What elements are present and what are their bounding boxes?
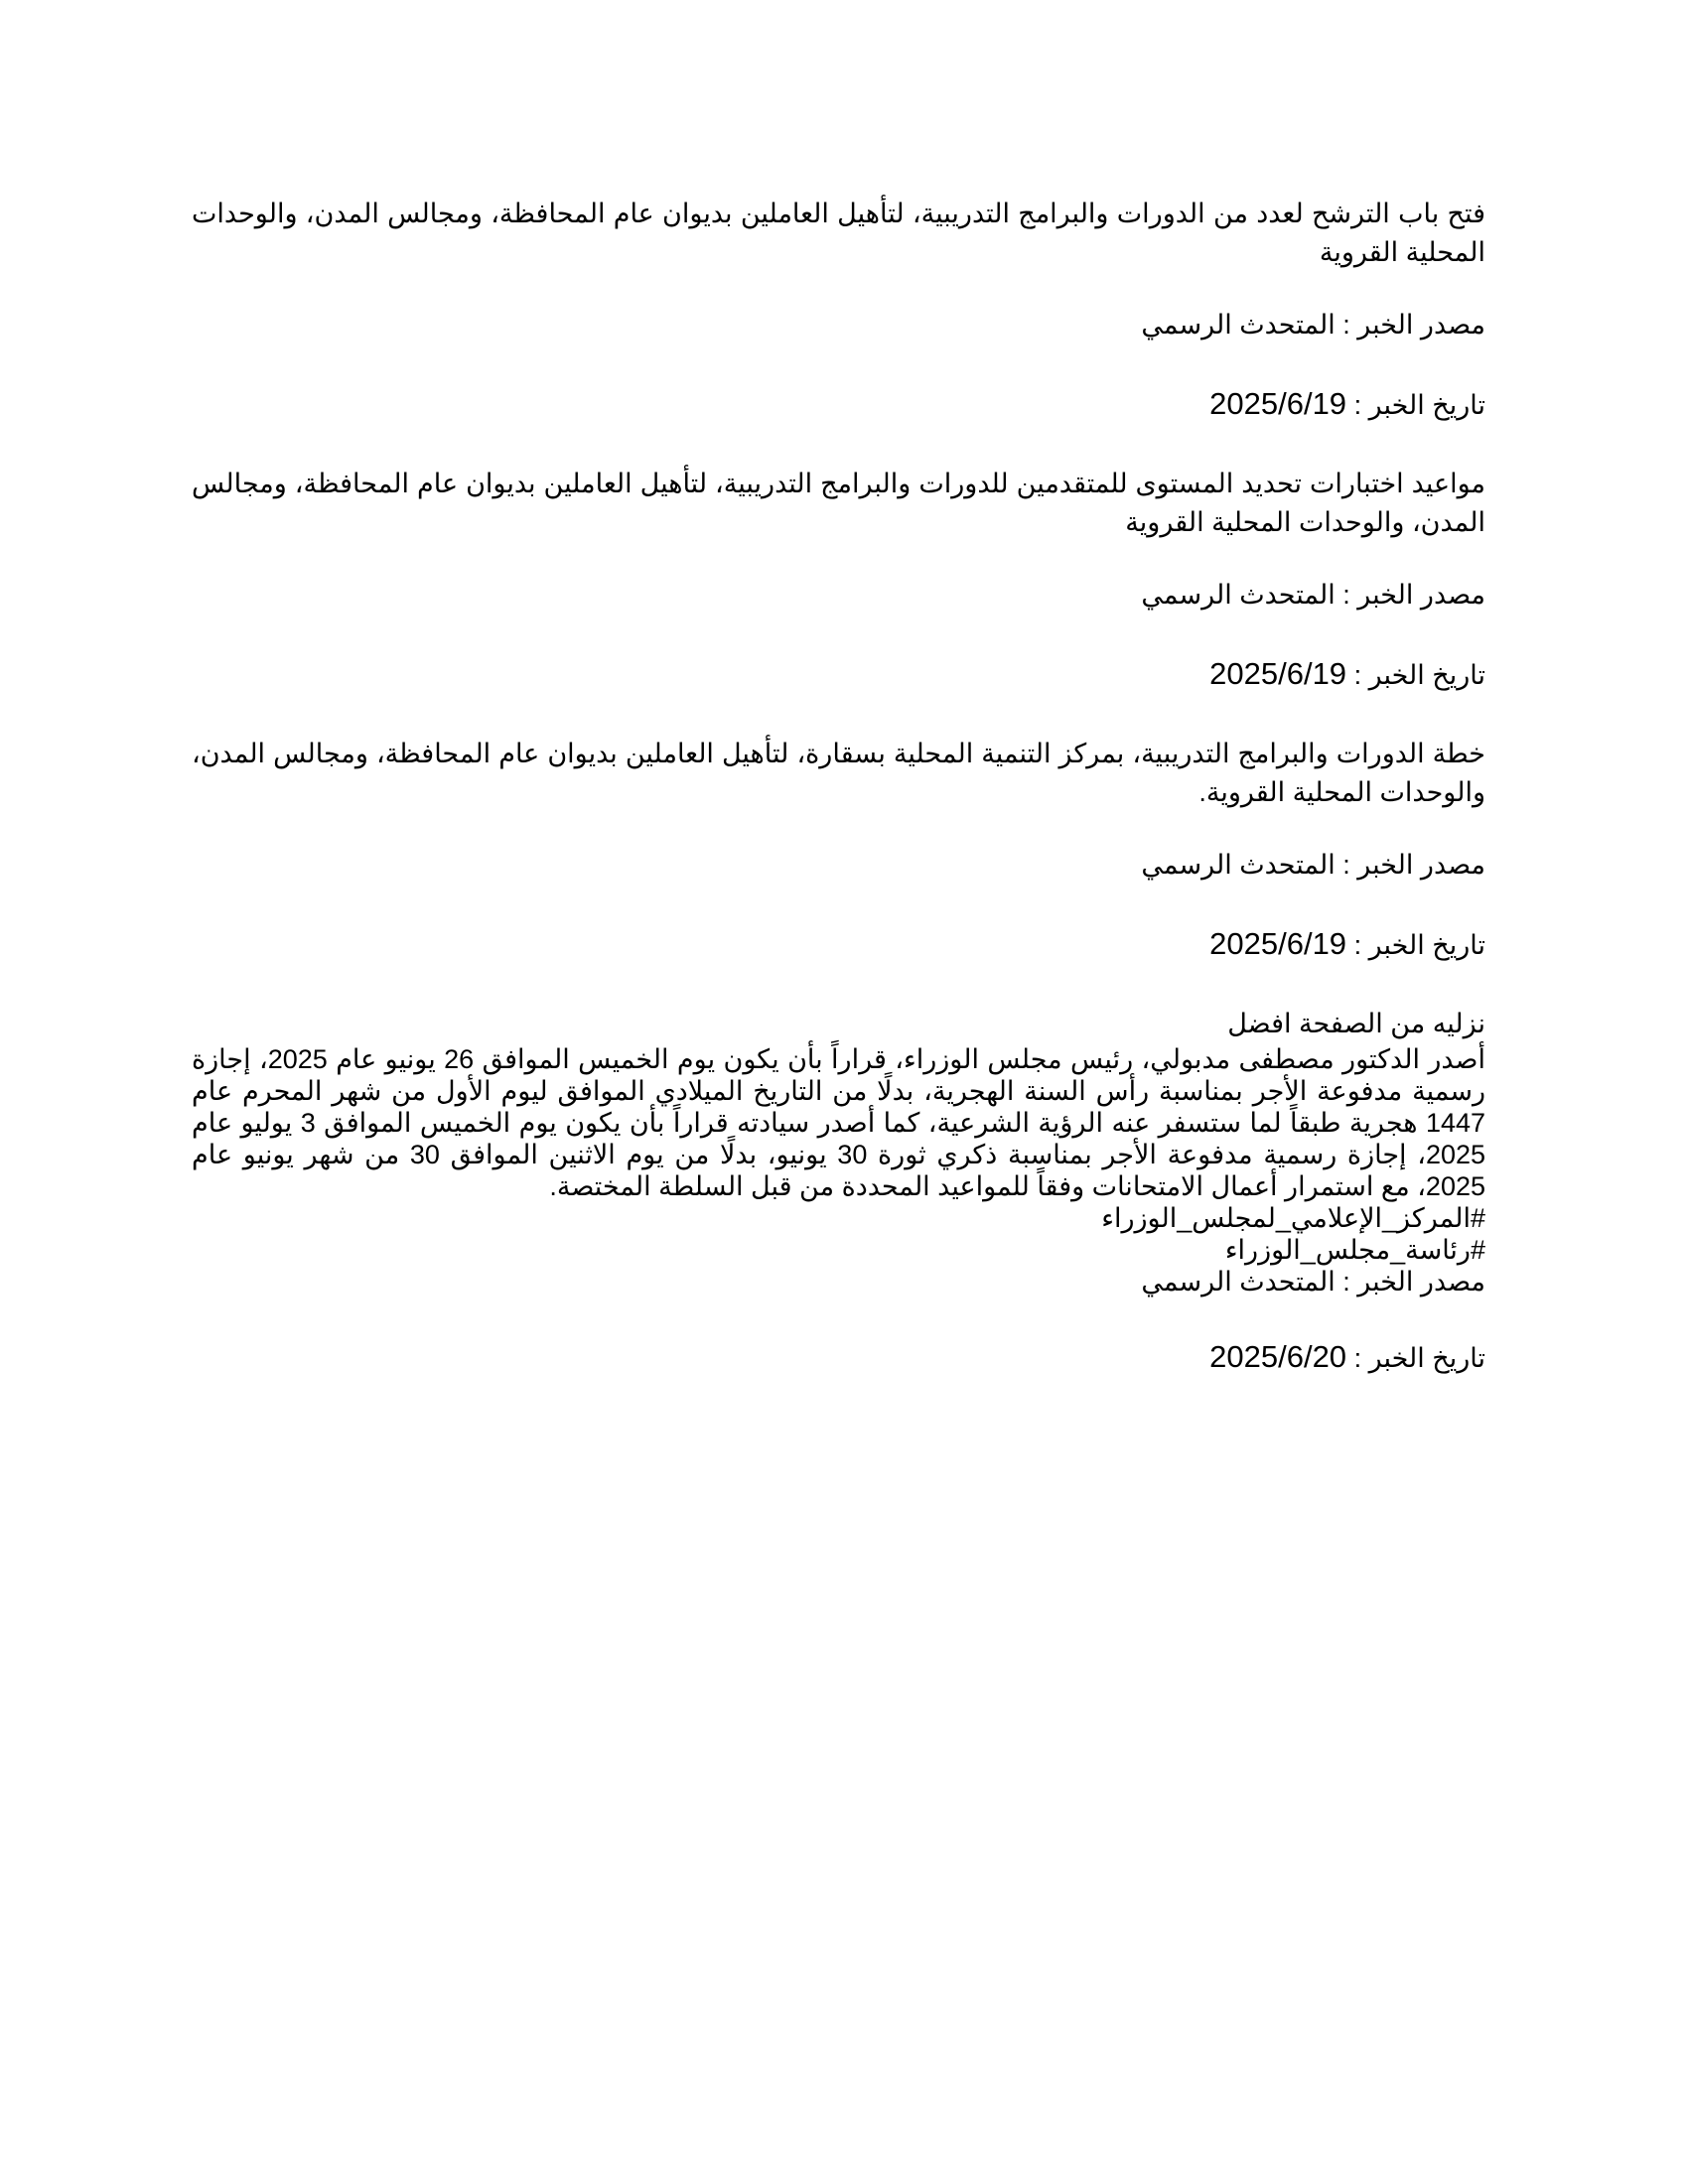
- news-date: [192, 384, 1485, 425]
- news-date-label: تاريخ الخبر :: [1346, 660, 1485, 690]
- news-date: [192, 654, 1485, 695]
- article-date-value: 2025/6/20: [1209, 1339, 1347, 1374]
- news-date-label: تاريخ الخبر :: [1346, 390, 1485, 420]
- news-title: خطة الدورات والبرامج التدريبية، بمركز التنمية المحلية بسقارة، لتأهيل العاملين بديوان عام المحافظة، ومجالس المدن، والوحدات المحلية القروية.: [192, 739, 1485, 807]
- news-title: مواعيد اختبارات تحديد المستوى للمتقدمين للدورات والبرامج التدريبية، لتأهيل العاملين بديوان عام المحافظة، ومجالس المدن، والوحدات المحلية القروية: [192, 469, 1485, 537]
- article-date-label: تاريخ الخبر :: [1346, 1343, 1485, 1373]
- news-title: فتح باب الترشح لعدد من الدورات والبرامج التدريبية، لتأهيل العاملين بديوان عام المحافظة، ومجالس المدن، والوحدات المحلية القروية: [192, 199, 1485, 267]
- news-source: مصدر الخبر : المتحدث الرسمي: [1141, 580, 1485, 610]
- news-date-value: 2025/6/19: [1209, 656, 1347, 691]
- download-note: نزليه من الصفحة افضل: [1227, 1009, 1485, 1038]
- hashtag: #المركز_الإعلامي_لمجلس_الوزراء: [1101, 1203, 1485, 1233]
- news-date-value: 2025/6/19: [1209, 386, 1347, 421]
- news-source: مصدر الخبر : المتحدث الرسمي: [1141, 850, 1485, 880]
- news-document: [192, 195, 1485, 1378]
- hashtag: #رئاسة_مجلس_الوزراء: [1224, 1235, 1485, 1265]
- news-date-label: تاريخ الخبر :: [1346, 930, 1485, 960]
- article-date: [192, 1337, 1485, 1378]
- news-date-value: 2025/6/19: [1209, 926, 1347, 961]
- article-body: أصدر الدكتور مصطفى مدبولي، رئيس مجلس الوزراء، قراراً بأن يكون يوم الخميس الموافق 26 يونيو عام 2025، إجازة رسمية مدفوعة الأجر بمناسبة رأس السنة الهجرية، بدلًا من التاريخ الميلادي الموافق ليوم الأول من شهر المحرم عام 1447 هجرية طبقاً لما ستسفر عنه الرؤية الشرعية، كما أصدر سيادته قراراً بأن يكون يوم الخميس الموافق 3 يوليو عام 2025، إجازة رسمية مدفوعة الأجر بمناسبة ذكري ثورة 30 يونيو، بدلًا من يوم الاثنين الموافق 30 من شهر يونيو عام 2025، مع استمرار أعمال الامتحانات وفقاً للمواعيد المحددة من قبل السلطة المختصة.: [192, 1044, 1486, 1201]
- news-source: مصدر الخبر : المتحدث الرسمي: [1141, 310, 1485, 340]
- article-source: مصدر الخبر : المتحدث الرسمي: [1141, 1267, 1485, 1297]
- news-date: [192, 924, 1485, 965]
